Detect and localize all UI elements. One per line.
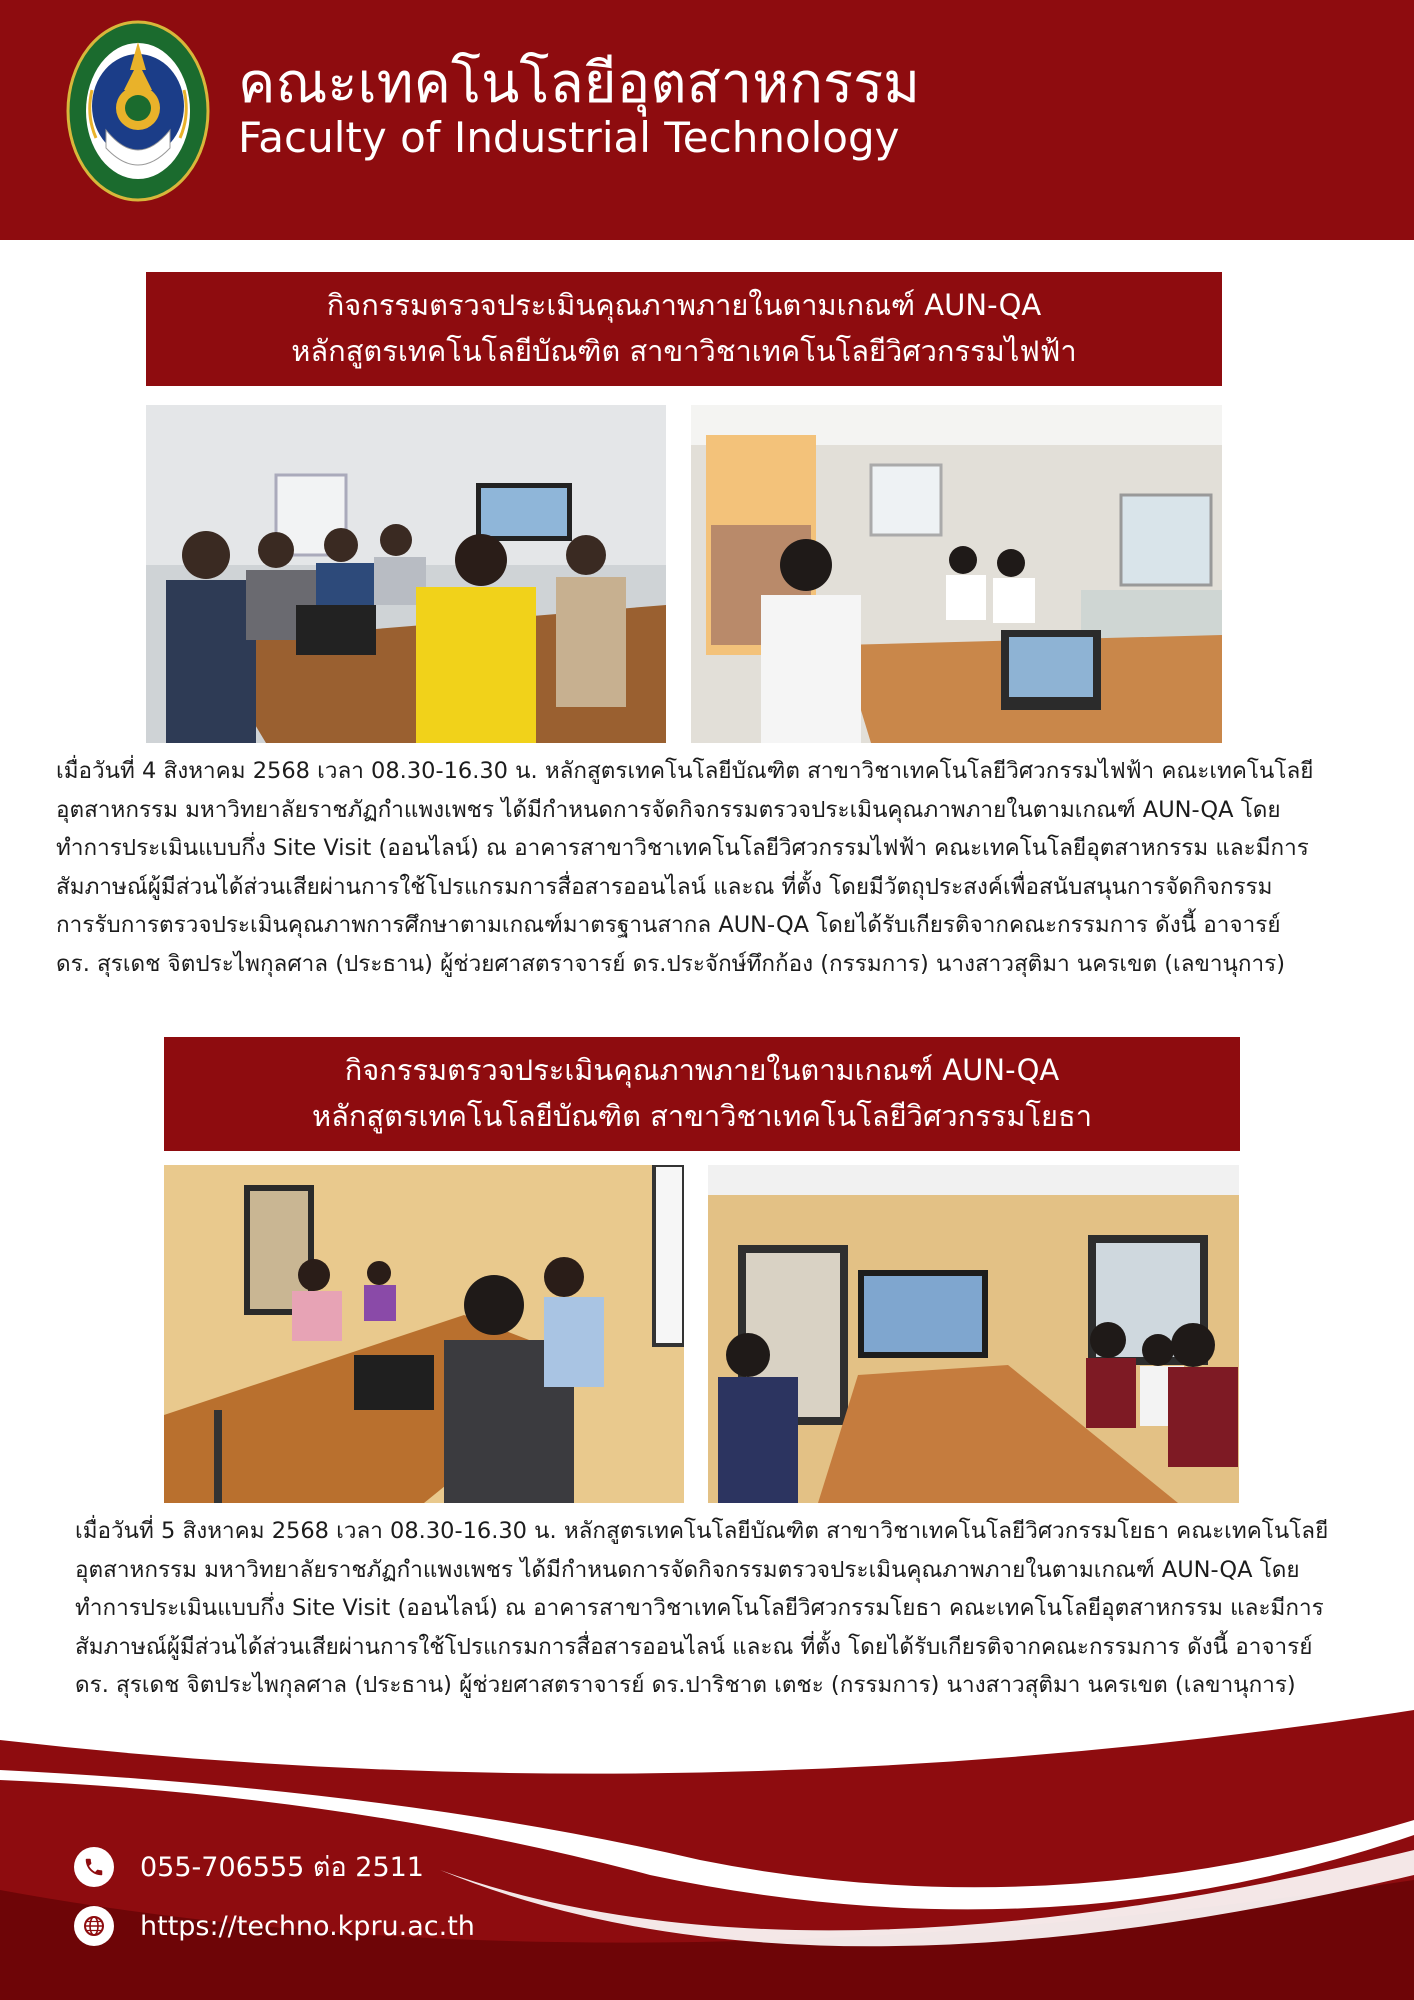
paragraph-line: ทำการประเมินแบบกึ่ง Site Visit (ออนไลน์) ณ อาคารสาขาวิชาเทคโนโลยีวิศวกรรมโยธา คณะเทคโนโลยีอุตสาหกรรม และมีการ bbox=[75, 1595, 1324, 1621]
university-logo bbox=[66, 20, 210, 202]
photo-civil-committee bbox=[164, 1165, 684, 1503]
photo-electrical-committee bbox=[146, 405, 666, 743]
paragraph-line: เมื่อวันที่ 4 สิงหาคม 2568 เวลา 08.30-16.30 น. หลักสูตรเทคโนโลยีบัณฑิต สาขาวิชาเทคโนโลยีวิศวกรรมไฟฟ้า คณะเทคโนโลยี bbox=[56, 758, 1314, 784]
paragraph-line: สัมภาษณ์ผู้มีส่วนได้ส่วนเสียผ่านการใช้โปรแกรมการสื่อสารออนไลน์ และณ ที่ตั้ง โดยได้รับเกียรติจากคณะกรรมการ ดังนี้ อาจารย์ bbox=[75, 1633, 1313, 1660]
paragraph-electrical bbox=[56, 752, 1313, 983]
paragraph-line: สัมภาษณ์ผู้มีส่วนได้ส่วนเสียผ่านการใช้โปรแกรมการสื่อสารออนไลน์ และณ ที่ตั้ง โดยมีวัตถุประสงค์เพื่อสนับสนุนการจัดกิจกรรม bbox=[56, 873, 1273, 900]
banner-line-2: หลักสูตรเทคโนโลยีบัณฑิต สาขาวิชาเทคโนโลยีวิศวกรรมไฟฟ้า bbox=[291, 334, 1077, 368]
section-banner-electrical bbox=[146, 272, 1222, 386]
photo-electrical-students bbox=[691, 405, 1222, 743]
website-url: https://techno.kpru.ac.th bbox=[140, 1910, 475, 1942]
paragraph-line: เมื่อวันที่ 5 สิงหาคม 2568 เวลา 08.30-16.30 น. หลักสูตรเทคโนโลยีบัณฑิต สาขาวิชาเทคโนโลยีวิศวกรรมโยธา คณะเทคโนโลยี bbox=[75, 1518, 1329, 1544]
banner-line-2: หลักสูตรเทคโนโลยีบัณฑิต สาขาวิชาเทคโนโลยีวิศวกรรมโยธา bbox=[311, 1099, 1093, 1133]
globe-icon bbox=[74, 1906, 114, 1946]
paragraph-civil bbox=[75, 1512, 1328, 1705]
photo-civil-students bbox=[708, 1165, 1239, 1503]
paragraph-line: การรับการตรวจประเมินคุณภาพการศึกษาตามเกณฑ์มาตรฐานสากล AUN-QA โดยได้รับเกียรติจากคณะกรรมการ ดังนี้ อาจารย์ bbox=[56, 912, 1281, 938]
section-banner-civil bbox=[164, 1037, 1240, 1151]
paragraph-line: อุตสาหกรรม มหาวิทยาลัยราชภัฏกำแพงเพชร ได้มีกำหนดการจัดกิจกรรมตรวจประเมินคุณภาพภายในตามเกณฑ์ AUN-QA โดย bbox=[56, 796, 1281, 823]
footer-website[interactable] bbox=[74, 1906, 475, 1946]
paragraph-line: ทำการประเมินแบบกึ่ง Site Visit (ออนไลน์) ณ อาคารสาขาวิชาเทคโนโลยีวิศวกรรมไฟฟ้า คณะเทคโนโลยีอุตสาหกรรม และมีการ bbox=[56, 835, 1309, 861]
paragraph-line: อุตสาหกรรม มหาวิทยาลัยราชภัฏกำแพงเพชร ได้มีกำหนดการจัดกิจกรรมตรวจประเมินคุณภาพภายในตามเกณฑ์ AUN-QA โดย bbox=[75, 1556, 1300, 1583]
banner-line-1: กิจกรรมตรวจประเมินคุณภาพภายในตามเกณฑ์ AUN-QA bbox=[326, 288, 1042, 322]
banner-line-1: กิจกรรมตรวจประเมินคุณภาพภายในตามเกณฑ์ AUN-QA bbox=[344, 1053, 1060, 1087]
paragraph-line: ดร. สุรเดช จิตประไพกุลศาล (ประธาน) ผู้ช่วยศาสตราจารย์ ดร.ปาริชาต เตชะ (กรรมการ) นางสาวสุติมา นครเขต (เลขานุการ) bbox=[75, 1672, 1296, 1698]
faculty-title-thai: คณะเทคโนโลยีอุตสาหกรรม bbox=[238, 51, 921, 116]
paragraph-line: ดร. สุรเดช จิตประไพกุลศาล (ประธาน) ผู้ช่วยศาสตราจารย์ ดร.ประจักษ์ทึกก้อง (กรรมการ) นางสาวสุติมา นครเขต (เลขานุการ) bbox=[56, 950, 1286, 977]
footer-phone[interactable] bbox=[74, 1845, 424, 1888]
phone-icon bbox=[74, 1847, 114, 1887]
faculty-title-english: Faculty of Industrial Technology bbox=[238, 113, 900, 162]
phone-number: 055-706555 ต่อ 2511 bbox=[140, 1852, 424, 1883]
header-band bbox=[0, 0, 1414, 240]
